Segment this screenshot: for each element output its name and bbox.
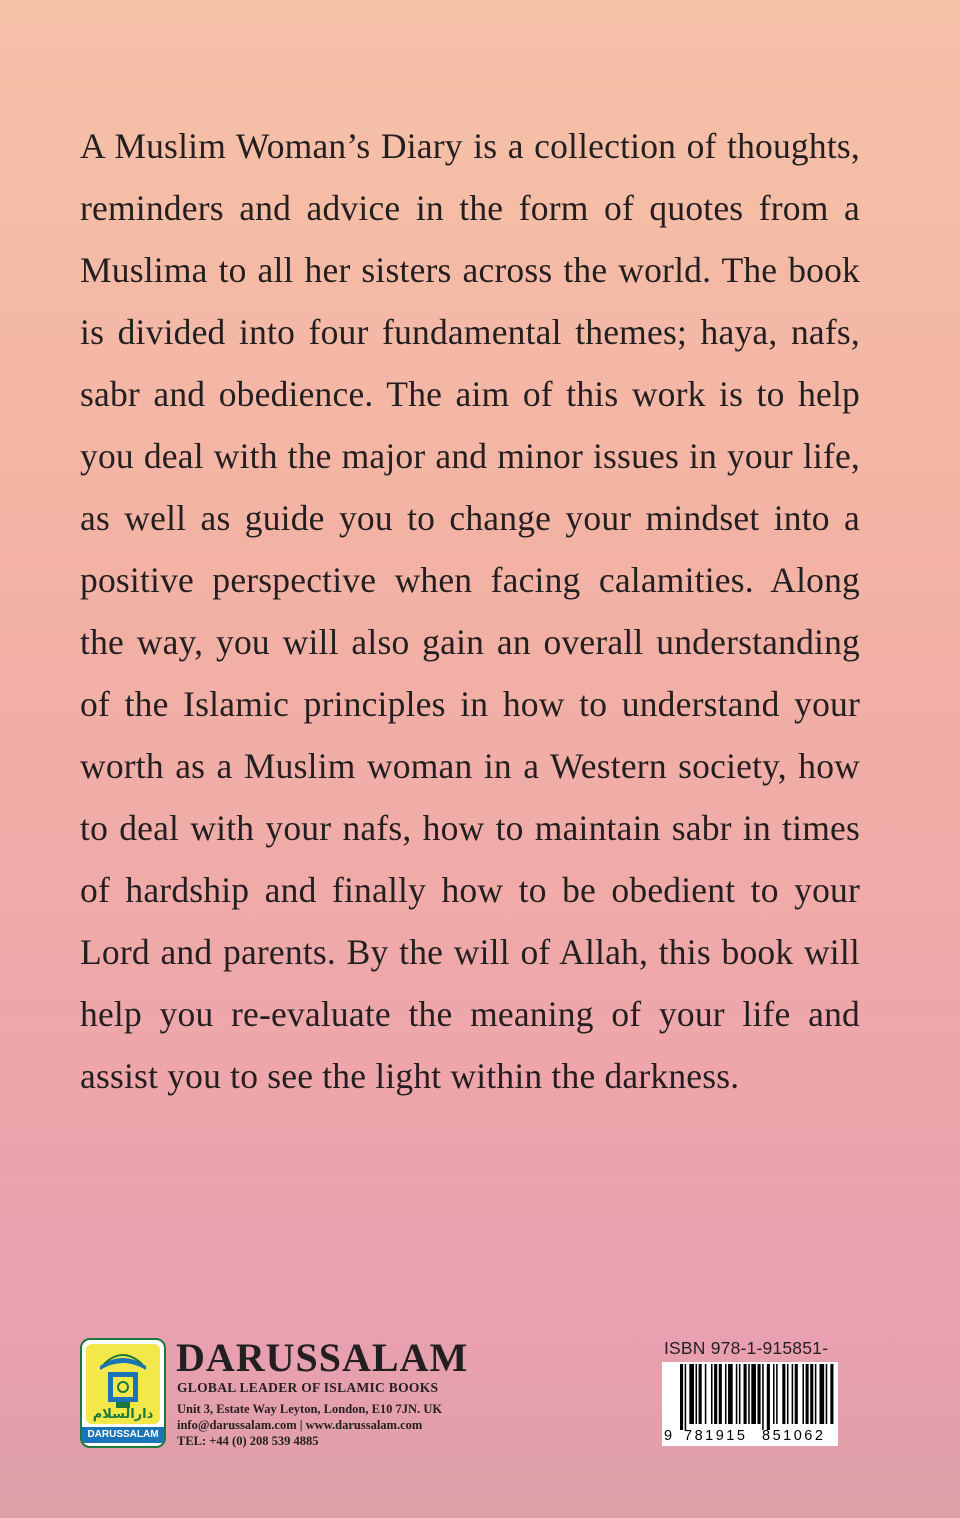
barcode-bar — [689, 1364, 694, 1424]
barcode-bar — [744, 1364, 747, 1424]
isbn-block — [662, 1338, 838, 1448]
barcode-bar — [815, 1364, 817, 1424]
barcode-bar — [699, 1364, 702, 1424]
barcode-bar — [711, 1364, 713, 1424]
barcode-bar — [680, 1364, 683, 1430]
publisher-tagline: GLOBAL LEADER OF ISLAMIC BOOKS — [177, 1380, 439, 1395]
barcode-bar — [787, 1364, 789, 1424]
darussalam-logo — [80, 1338, 166, 1448]
barcode-bar — [736, 1364, 738, 1424]
publisher-name: DARUSSALAM — [176, 1335, 469, 1380]
barcode-bar — [826, 1364, 828, 1424]
barcode-left-digits: 781915 — [684, 1428, 748, 1444]
back-cover-blurb: A Muslim Woman’s Diary is a collection of thoughts, reminders and advice in the form of quotes from a Muslima to all her sisters across the world. The book is divided into four fundamental themes; haya, nafs, sabr and obedience. The aim of this work is to help you deal with the major and minor issues in your life, as well as guide you to change your mindset into a positive perspective when facing calamities. Along the way, you will also gain an overall understanding of the Islamic principles in how to understand your worth as a Muslim woman in a Western society, how to deal with your nafs, how to maintain sabr in times of hardship and finally how to be obedient to your Lord and parents. By the will of Allah, this book will help you re-evaluate the meaning of your life and assist you to see the light within the darkness. — [80, 126, 860, 1096]
publisher-contact: info@darussalam.com | www.darussalam.com — [177, 1418, 423, 1432]
barcode-bar — [773, 1364, 775, 1424]
barcode-bar — [820, 1364, 825, 1424]
barcode-bar — [767, 1364, 770, 1430]
logo-caption: DARUSSALAM — [82, 1427, 164, 1443]
barcode-bar — [725, 1364, 727, 1424]
barcode-bar — [758, 1364, 761, 1424]
barcode-bar — [802, 1364, 804, 1424]
barcode-bar — [830, 1364, 833, 1424]
barcode-bars — [662, 1364, 838, 1430]
barcode-bar — [719, 1364, 722, 1424]
barcode-bar — [739, 1364, 741, 1424]
barcode-bar — [795, 1364, 798, 1424]
barcode-bar — [782, 1364, 785, 1424]
barcode-bar — [776, 1364, 778, 1424]
barcode-bar — [748, 1364, 750, 1424]
barcode-bar — [762, 1364, 764, 1430]
logo-arabic-text: دارالسلام — [92, 1407, 154, 1422]
logo-emblem — [86, 1344, 160, 1424]
barcode-bar — [705, 1364, 707, 1424]
barcode-bar — [792, 1364, 794, 1424]
isbn-label: ISBN 978-1-915851- — [664, 1338, 829, 1358]
barcode-bar — [714, 1364, 717, 1424]
publisher-block — [80, 1335, 500, 1448]
barcode-bar — [685, 1364, 687, 1430]
barcode-lead-digit: 9 — [664, 1428, 673, 1444]
barcode-bar — [728, 1364, 733, 1424]
publisher-tel: TEL: +44 (0) 208 539 4885 — [177, 1434, 319, 1448]
barcode — [662, 1362, 838, 1446]
barcode-bar — [696, 1364, 698, 1424]
barcode-bar — [751, 1364, 756, 1424]
barcode-right-digits: 851062 — [762, 1428, 826, 1444]
barcode-bar — [810, 1364, 813, 1424]
barcode-bar — [806, 1364, 809, 1424]
publisher-address: Unit 3, Estate Way Leyton, London, E10 7JN. UK — [177, 1402, 443, 1416]
